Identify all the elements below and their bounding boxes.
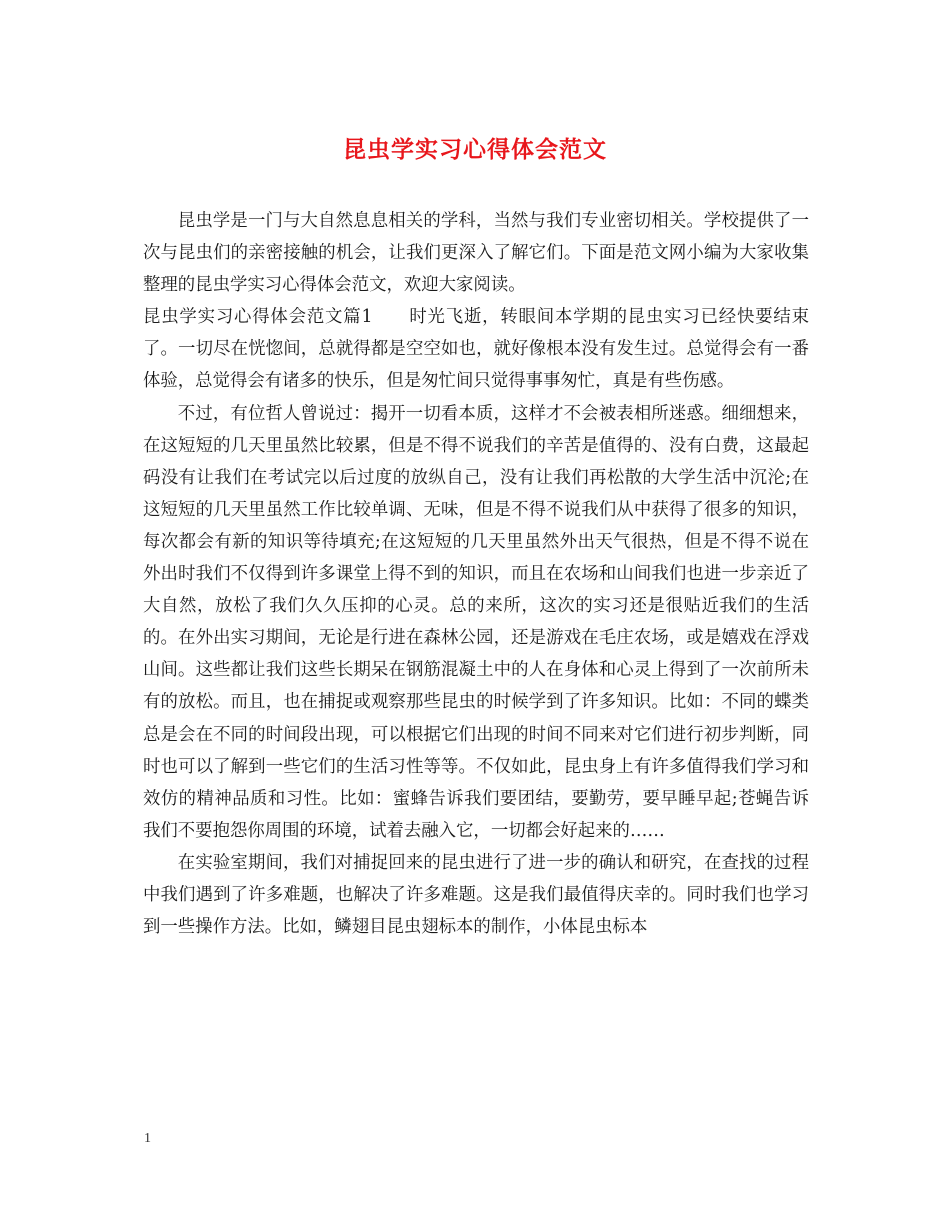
intro-paragraph: 昆虫学是一门与大自然息息相关的学科，当然与我们专业密切相关。学校提供了一次与昆虫们的亲密接触的机会，让我们更深入了解它们。下面是范文网小编为大家收集整理的昆虫学实习心得体会范文，欢迎大家阅读。 — [143, 211, 809, 296]
body-paragraph-3: 在实验室期间，我们对捕捉回来的昆虫进行了进一步的确认和研究，在查找的过程中我们遇到了许多难题，也解决了许多难题。这是我们最值得庆幸的。同时我们也学习到一些操作方法。比如，鳞翅目昆虫翅标本的制作，小体昆虫标本 — [143, 852, 809, 938]
document-title: 昆虫学实习心得体会范文 — [343, 136, 607, 163]
section-paragraph — [143, 301, 809, 397]
document-body — [143, 205, 809, 943]
body-paragraph-2: 不过，有位哲人曾说过：揭开一切看本质，这样才不会被表相所迷惑。细细想来，在这短短的几天里虽然比较累，但是不得不说我们的辛苦是值得的、没有白费，这最起码没有让我们在考试完以后过度的放纵自己，没有让我们再松散的大学生活中沉沦;在这短短的几天里虽然工作比较单调、无味，但是不得不说我们从中获得了很多的知识，每次都会有新的知识等待填充;在这短短的几天里虽然外出天气很热，但是不得不说在外出时我们不仅得到许多课堂上得不到的知识，而且在农场和山间我们也进一步亲近了大自然，放松了我们久久压抑的心灵。总的来所，这次的实习还是很贴近我们的生活的。在外出实习期间，无论是行进在森林公园，还是游戏在毛庄农场，或是嬉戏在浮戏山间。这些都让我们这些长期呆在钢筋混凝土中的人在身体和心灵上得到了一次前所未有的放松。而且，也在捕捉或观察那些昆虫的时候学到了许多知识。比如：不同的蝶类总是会在不同的时间段出现，可以根据它们出现的时间不同来对它们进行初步判断，同时也可以了解到一些它们的生活习性等等。不仅如此，昆虫身上有许多值得我们学习和效仿的精神品质和习性。比如：蜜蜂告诉我们要团结，要勤劳，要早睡早起;苍蝇告诉我们不要抱怨你周围的环境，试着去融入它，一切都会好起来的…… — [143, 403, 809, 841]
page-number: 1 — [144, 1131, 151, 1146]
section-first-text: 时光飞逝，转眼间本学期的昆虫实习已经快要结束了。一切尽在恍惚间，总就得都是空空如也，就好像根本没有发生过。总觉得会有一番体验，总觉得会有诸多的快乐，但是匆忙间只觉得事事匆忙，真是有些伤感。 — [143, 307, 809, 392]
section-label: 昆虫学实习心得体会范文篇1 — [143, 307, 373, 328]
